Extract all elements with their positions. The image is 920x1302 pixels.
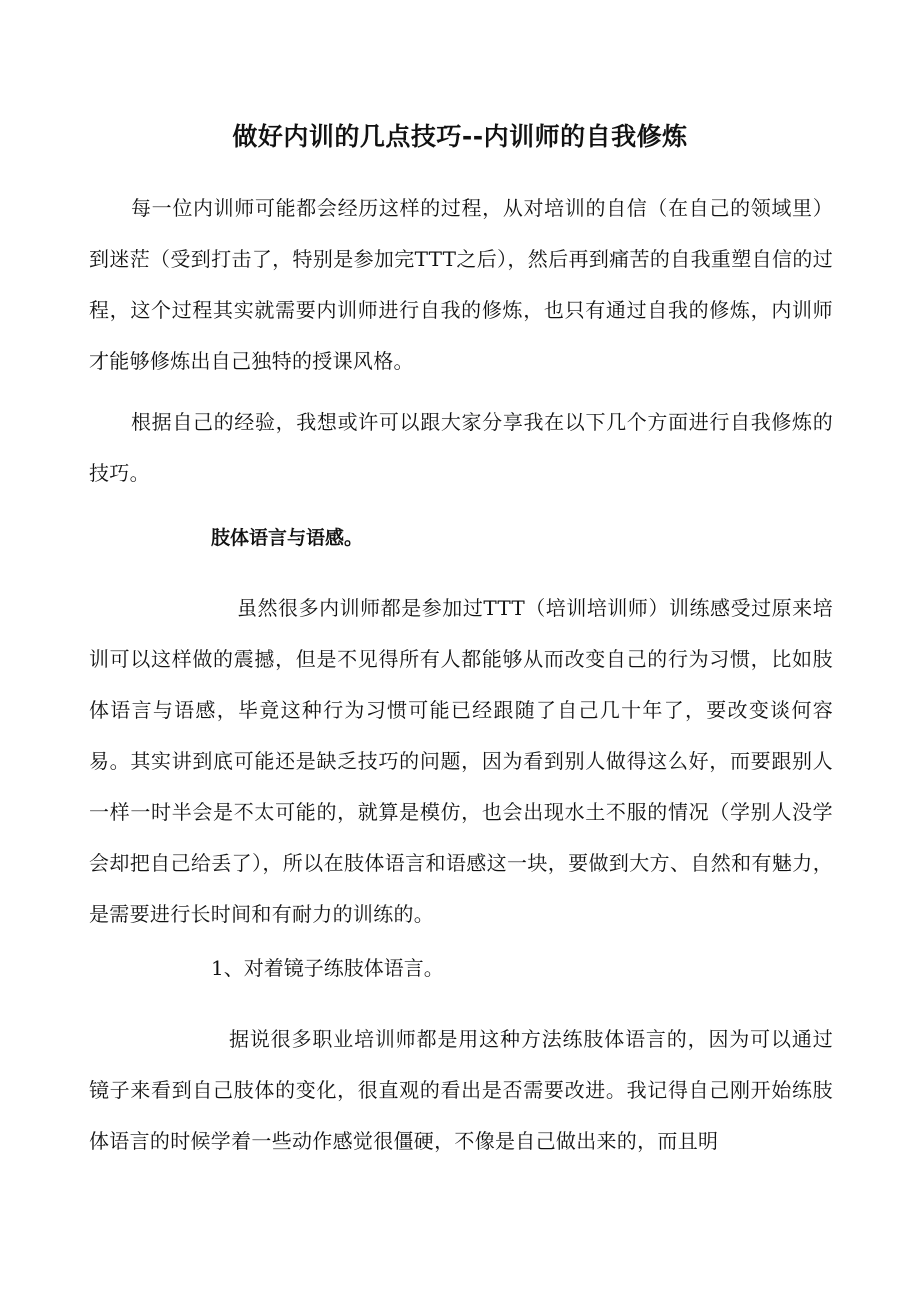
section-heading: 肢体语言与语感。	[211, 527, 364, 549]
mirror-practice-paragraph: 据说很多职业培训师都是用这种方法练肢体语言的，因为可以通过镜子来看到自己肢体的变化，很直观的看出是否需要改进。我记得自己刚开始练肢体语言的时候学着一些动作感觉很僵硬，不像是自己做出来的，而且明	[89, 1027, 833, 1153]
subheading-mirror-practice: 1、对着镜子练肢体语言。	[211, 956, 444, 980]
experience-paragraph: 根据自己的经验，我想或许可以跟大家分享我在以下几个方面进行自我修炼的技巧。	[89, 410, 833, 485]
document-title: 做好内训的几点技巧--内训师的自我修炼	[232, 122, 688, 151]
intro-paragraph: 每一位内训师可能都会经历这样的过程，从对培训的自信（在自己的领域里）到迷茫（受到打击了，特别是参加完TTT之后），然后再到痛苦的自我重塑自信的过程，这个过程其实就需要内训师进行自我的修炼，也只有通过自我的修炼，内训师才能够修炼出自己独特的授课风格。	[89, 196, 833, 373]
body-language-paragraph: 虽然很多内训师都是参加过TTT（培训培训师）训练感受过原来培训可以这样做的震撼，但是不见得所有人都能够从而改变自己的行为习惯，比如肢体语言与语感，毕竟这种行为习惯可能已经跟随了自己几十年了，要改变谈何容易。其实讲到底可能还是缺乏技巧的问题，因为看到别人做得这么好，而要跟别人一样一时半会是不太可能的，就算是模仿，也会出现水土不服的情况（学别人没学会却把自己给丢了），所以在肢体语言和语感这一块，要做到大方、自然和有魅力，是需要进行长时间和有耐力的训练的。	[89, 596, 833, 926]
